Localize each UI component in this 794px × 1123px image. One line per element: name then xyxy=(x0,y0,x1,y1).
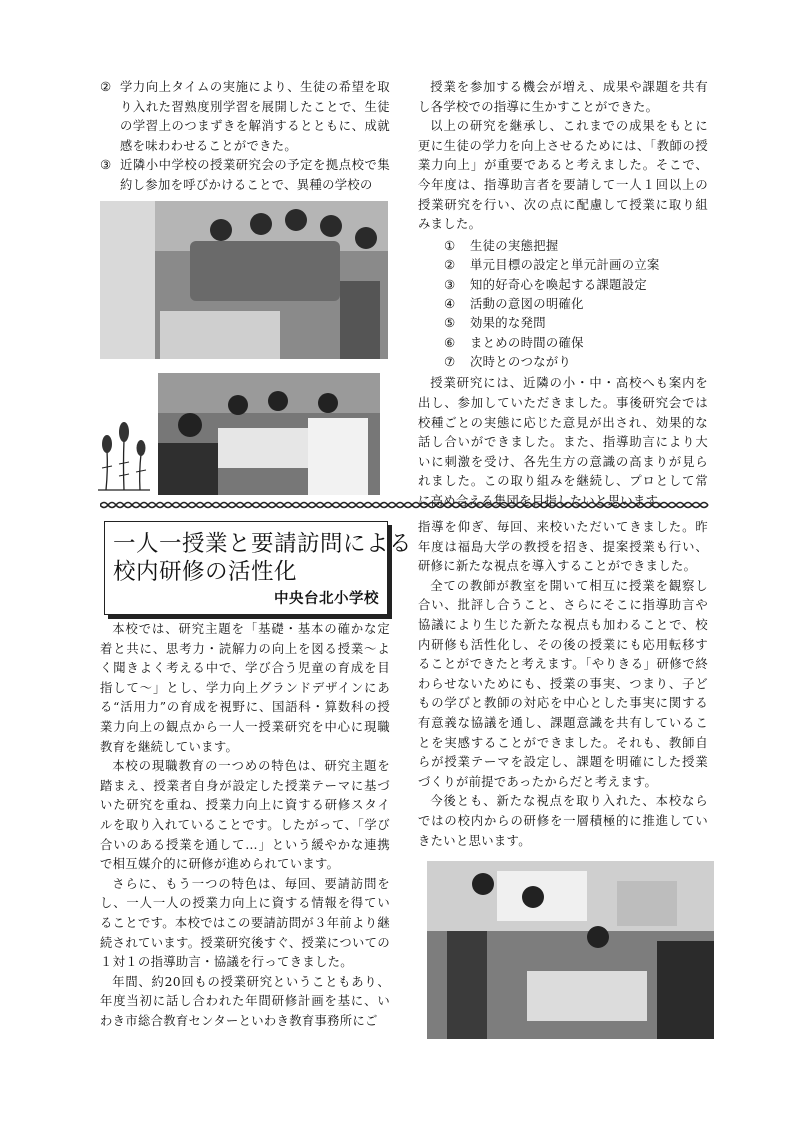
paragraph: 全ての教師が教室を開いて相互に授業を観察し合い、批評し合うこと、さらにそこに指導助言や協議により生じた新たな視点も加わることで、校内研修も活性化し、その後の授業にも応用転移することができたと考えます。「やりきる」研修で終わらせないためにも、授業の事実、つまり、子どもの学びと教師の対応を中心とした事実に関する有意義な協議を通し、課題意識を共有していることを実感することができました。それも、教師自らが授業テーマを設定し、課題を明確にした授業づくりが前提であったからだと考えます。 xyxy=(418,578,708,789)
focus-points-list xyxy=(444,237,708,373)
article-title-line2: 校内研修の活性化 xyxy=(113,559,298,585)
school-name: 中央台北小学校 xyxy=(274,591,379,607)
top-left-column xyxy=(100,78,390,196)
item-number: ② xyxy=(100,80,112,94)
list-item: ② 単元目標の設定と単元計画の立案 xyxy=(444,258,660,273)
paragraph: 年間、約20回もの授業研究ということもあり、年度当初に話し合われた年間研修計画を基に、いわき市総合教育センターといわき教育事務所にご xyxy=(100,974,390,1028)
section-divider xyxy=(100,498,712,512)
list-item: ⑤ 効果的な発問 xyxy=(444,316,546,331)
list-item: ③ 知的好奇心を喚起する課題設定 xyxy=(444,277,648,292)
photo-teachers-meeting xyxy=(158,373,380,495)
item-number: ③ xyxy=(100,158,112,173)
list-item: ⑥ まとめの時間の確保 xyxy=(444,335,584,350)
list-item: ⑦ 次時とのつながり xyxy=(444,355,572,370)
paragraph: さらに、もう一つの特色は、毎回、要請訪問をし、一人一人の授業力向上に資する情報を得ていることです。本校ではこの要請訪問が３年前より継続されています。授業研究後すぐ、授業についての１対１の指導助言・協議を行ってきました。 xyxy=(100,876,390,970)
horsetail-illustration xyxy=(96,420,152,492)
photo-students-experiment xyxy=(100,201,388,359)
article-right-column xyxy=(418,518,708,851)
article-left-column xyxy=(100,620,390,1031)
paragraph: 今後とも、新たな視点を取り入れた、本校ならではの校内からの研修を一層積極的に推進していきたいと思います。 xyxy=(418,794,708,848)
paragraph: 本校の現職教育の一つめの特色は、研究主題を踏まえ、授業者自身が設定した授業テーマに基づいた研究を重ね、授業力向上に資する研修スタイルを取り入れていることです。したがって、「学び合いのある授業を通して…」という緩やかな連携で相互媒介的に研修が進められています。 xyxy=(100,759,390,872)
article-title-box xyxy=(104,521,413,615)
paragraph: 授業研究には、近隣の小・中・高校へも案内を出し、参加していただきました。事後研究会では校種ごとの実態に応じた意見が出され、効果的な話し合いができました。また、指導助言により大いに刺激を受け、各先生方の意識の高まりが見られました。この取り組みを継続し、プロとして常に高め合える集団を目指したいと思います。 xyxy=(418,376,708,509)
paragraph: 以上の研究を継承し、これまでの成果をもとに更に生徒の学力を向上させるためには、「教師の授業力向上」が重要であると考えました。そこで、今年度は、指導助言者を要請して一人１回以上の授業研究を行い、次の点に配慮して授業に取り組みました。 xyxy=(418,119,708,232)
paragraph: 指導を仰ぎ、毎回、来校いただいてきました。昨年度は福島大学の教授を招き、提案授業も行い、研修に新たな視点を導入することができました。 xyxy=(418,520,708,574)
photo-classroom-lesson xyxy=(427,861,714,1039)
list-item: ④ 活動の意図の明確化 xyxy=(444,296,584,311)
item-text: 近隣小中学校の授業研究会の予定を拠点校で集約し参加を呼びかけることで、異種の学校の xyxy=(120,158,390,192)
list-item-3 xyxy=(100,156,390,195)
paragraph: 本校では、研究主題を「基礎・基本の確かな定着と共に、思考力・読解力の向上を図る授業～よく聞きよく考える中で、学び合う児童の育成を目指して～」とし、学力向上グランドデザインにある“活用力”の育成を視野に、国語科・算数科の授業力向上の観点から一人一授業研究を中心に現職教育を継続しています。 xyxy=(100,622,390,754)
list-item: ① 生徒の実態把握 xyxy=(444,238,559,253)
top-right-column xyxy=(418,78,708,512)
article-title-line1: 一人一授業と要請訪問による xyxy=(113,531,413,557)
paragraph: 授業を参加する機会が増え、成果や課題を共有し各学校での指導に生かすことができた。 xyxy=(418,80,708,114)
list-item-2 xyxy=(100,78,390,156)
item-text: 学力向上タイムの実施により、生徒の希望を取り入れた習熟度別学習を展開したことで、生徒の学習上のつまずきを解消するとともに、成就感を味わわせることができた。 xyxy=(120,80,390,153)
